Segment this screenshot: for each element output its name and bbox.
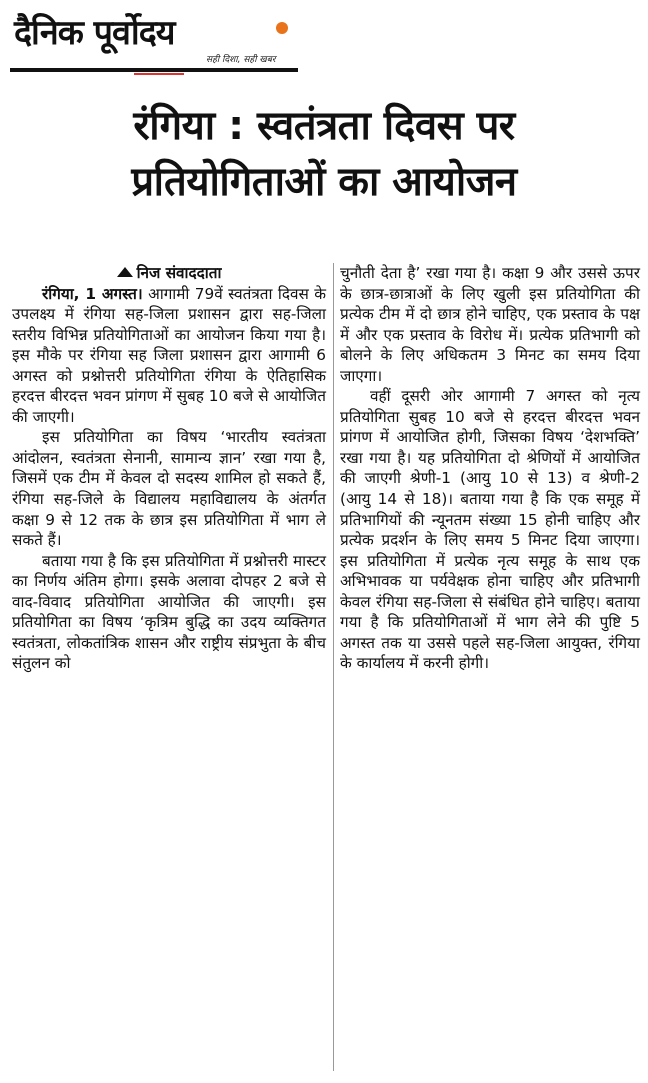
- article-paragraph-4: वहीं दूसरी ओर आगामी 7 अगस्त को नृत्य प्रतियोगिता सुबह 10 बजे से हरदत्त बीरदत्त भवन प्रांगण में आयोजित होगी, जिसका विषय ‘देशभक्ति’ रखा गया है। यह प्रतियोगिता दो श्रेणियों में आयोजित की जाएगी श्रेणी-1 (आयु 10 से 13) व श्रेणी-2 (आयु 14 से 18)। बताया गया है कि एक समूह में प्रतिभागियों की न्यूनतम संख्या 15 होनी चाहिए और प्रत्येक प्रदर्शन के लिए समय 5 मिनट दिया जाएगा। इस प्रतियोगिता में प्रत्येक नृत्य समूह के साथ एक अभिभावक या पर्यवेक्षक होना चाहिए और प्रतिभागी केवल रंगिया सह-जिला से संबंधित होने चाहिए। बताया गया है कि प्रतियोगिताओं में भाग लेने की पुष्टि 5 अगस्त तक या उससे पहले सह-जिला आयुक्त, रंगिया के कार्यालय में करनी होगी।: [340, 387, 640, 673]
- logo-dot-icon: [276, 22, 288, 34]
- newspaper-logo: दैनिक पूर्वोदय: [14, 13, 175, 53]
- article-column-left: [12, 263, 326, 674]
- article-paragraph-3: बताया गया है कि इस प्रतियोगिता में प्रश्नोत्तरी मास्टर का निर्णय अंतिम होगा। इसके अलावा दोपहर 2 बजे से वाद-विवाद प्रतियोगिता आयोजित की जाएगी। इस प्रतियोगिता का विषय ‘कृत्रिम बुद्धि का उदय व्यक्तिगत स्वतंत्रता, लोकतांत्रिक शासन और राष्ट्रीय संप्रभुता के बीच संतुलन को: [12, 551, 326, 673]
- article-paragraph-2: इस प्रतियोगिता का विषय ‘भारतीय स्वतंत्रता आंदोलन, स्वतंत्रता सेनानी, सामान्य ज्ञान’ रखा गया है, जिसमें एक टीम में केवल दो सदस्य शामिल हो सकते हैं, रंगिया सह-जिले के विद्यालय महाविद्यालय के अंतर्गत कक्षा 9 से 12 तक के छात्र इस प्रतियोगिता में भाग ले सकते हैं।: [12, 428, 326, 550]
- article-paragraph-1: [12, 284, 326, 428]
- headline-line-1: रंगिया : स्वतंत्रता दिवस पर: [133, 103, 515, 149]
- masthead: [10, 6, 310, 76]
- paragraph-1-text: आगामी 79वें स्वतंत्रता दिवस के उपलक्ष्य में रंगिया सह-जिला प्रशासन द्वारा सह-जिला स्तरीय विभिन्न प्रतियोगिताओं का आयोजन किया गया है। इस मौके पर रंगिया सह जिला प्रशासन द्वारा आगामी 6 अगस्त को प्रश्नोत्तरी प्रतियोगिता रंगिया के ऐतिहासिक हरदत्त बीरदत्त भवन प्रांगण में सुबह 10 बजे से आयोजित की जाएगी।: [12, 284, 326, 426]
- dateline: रंगिया, 1 अगस्त।: [42, 284, 143, 303]
- column-divider: [333, 263, 334, 1071]
- headline-line-2: प्रतियोगिताओं का आयोजन: [131, 159, 517, 205]
- masthead-accent-rule: [134, 73, 184, 75]
- article-paragraph-3-continued: चुनौती देता है’ रखा गया है। कक्षा 9 और उससे ऊपर के छात्र-छात्राओं के लिए खुली इस प्रतियोगिता की प्रत्येक टीम में दो छात्र होने चाहिए, एक प्रस्ताव के पक्ष में और एक प्रस्ताव के विरोध में। प्रत्येक प्रतिभागी को बोलने के लिए अधिकतम 3 मिनट का समय दिया जाएगा।: [340, 264, 640, 385]
- byline: [12, 263, 326, 284]
- article-column-right: [340, 263, 640, 674]
- tagline: सही दिशा, सही खबर: [206, 55, 276, 65]
- triangle-icon: [117, 267, 133, 277]
- headline: [20, 98, 628, 210]
- masthead-rule: [10, 68, 298, 72]
- byline-text: निज संवाददाता: [136, 264, 222, 282]
